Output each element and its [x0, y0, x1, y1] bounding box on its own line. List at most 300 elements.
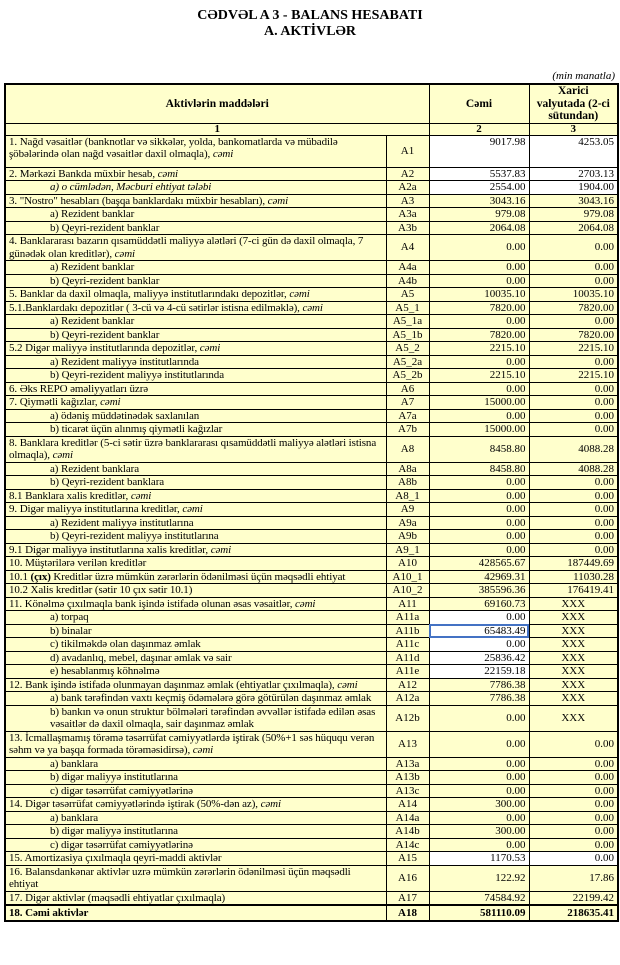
row-label [5, 423, 386, 437]
foreign-value-cell: XXX [529, 692, 618, 706]
row-label [5, 678, 386, 692]
foreign-value-cell: 0.00 [529, 235, 618, 261]
row-label [5, 409, 386, 423]
total-value-cell: 0.00 [429, 784, 529, 798]
row-label [5, 328, 386, 342]
table-row [5, 838, 618, 852]
row-code: A14c [386, 838, 429, 852]
foreign-value-cell: 0.00 [529, 798, 618, 812]
table-row [5, 396, 618, 410]
row-label-text: a) Rezident banklara [50, 462, 140, 475]
foreign-value-cell[interactable]: 4253.05 [529, 135, 618, 167]
row-label-text: cəmi [302, 301, 323, 314]
table-row [5, 194, 618, 208]
table-row [5, 891, 618, 905]
table-row [5, 328, 618, 342]
row-label [5, 557, 386, 571]
total-value-cell: 0.00 [429, 355, 529, 369]
row-code: A2 [386, 167, 429, 181]
row-label-text: 16. Balansdankənar aktivlər uzrə mümkün zərərlərin ödənilməsi üçün məqsədli ehtiyat [9, 865, 351, 890]
row-label [5, 516, 386, 530]
row-label [5, 355, 386, 369]
row-code: A8 [386, 436, 429, 462]
row-label [5, 369, 386, 383]
foreign-value-cell: 0.00 [529, 543, 618, 557]
table-row [5, 852, 618, 866]
total-value-cell: 2064.08 [429, 221, 529, 235]
row-label [5, 342, 386, 356]
row-label [5, 811, 386, 825]
row-label-text: 3. "Nostro" hesabları (başqa banklardakı müxbir hesabları), [9, 194, 268, 207]
foreign-value-cell: 0.00 [529, 355, 618, 369]
foreign-value-cell: 11030.28 [529, 570, 618, 584]
row-code: A5_2a [386, 355, 429, 369]
foreign-value-cell: 7820.00 [529, 328, 618, 342]
foreign-value-cell: XXX [529, 705, 618, 731]
foreign-value-cell: 0.00 [529, 409, 618, 423]
row-label-text: 12. Bank işində istifadə olunmayan daşınmaz əmlak (ehtiyatlar çıxılmaqla), [9, 678, 338, 691]
total-value-cell: 0.00 [429, 705, 529, 731]
foreign-value-cell: 0.00 [529, 530, 618, 544]
row-label-text: b) digər maliyyə institutlarına [50, 771, 178, 783]
row-code: A13 [386, 731, 429, 757]
total-value-cell[interactable]: 0.00 [429, 611, 529, 625]
total-value-cell: 0.00 [429, 489, 529, 503]
foreign-value-cell: 0.00 [529, 396, 618, 410]
foreign-value-cell: XXX [529, 678, 618, 692]
row-label [5, 382, 386, 396]
foreign-value-cell[interactable]: 2703.13 [529, 167, 618, 181]
total-value-cell: 2215.10 [429, 369, 529, 383]
total-value-cell: 0.00 [429, 476, 529, 490]
row-label-text: b) Qeyri-rezident banklar [50, 328, 160, 341]
row-label-text: a) Rezident maliyyə institutlarında [50, 355, 199, 368]
row-label [5, 771, 386, 785]
row-label-text: b) Qeyri-rezident maliyyə institutlarında [50, 369, 224, 381]
unit-note: (min manatla) [552, 70, 615, 82]
row-label [5, 288, 386, 302]
foreign-value-cell: XXX [529, 651, 618, 665]
table-row [5, 382, 618, 396]
row-code: A4a [386, 261, 429, 275]
foreign-value-cell: 4088.28 [529, 436, 618, 462]
total-value-cell: 581110.09 [429, 905, 529, 921]
foreign-value-cell: 17.86 [529, 865, 618, 891]
foreign-value-cell: 0.00 [529, 423, 618, 437]
row-code: A7 [386, 396, 429, 410]
row-code: A15 [386, 852, 429, 866]
total-value-cell: 10035.10 [429, 288, 529, 302]
row-label-text: c) tikilməkdə olan daşınmaz əmlak [50, 638, 201, 650]
row-label-text: a) Rezident banklar [50, 208, 135, 220]
row-code: A4 [386, 235, 429, 261]
row-code: A17 [386, 891, 429, 905]
row-label-text: b) bankın və onun struktur bölmələri tərəfindən əvvəllər istifadə edilən əsas vəsaitlər də daxil olmaqla, sair daşınmaz əmlak [50, 705, 376, 730]
table-row [5, 611, 618, 625]
row-label-text: 10. Müştərilərə verilən kreditlər [9, 557, 147, 569]
row-label-text: 7. Qiymətli kağızlar, [9, 396, 101, 408]
row-label-text: 2. Mərkəzi Bankda müxbir hesab, [9, 167, 158, 180]
foreign-value-cell[interactable]: 1904.00 [529, 181, 618, 195]
row-code: A9a [386, 516, 429, 530]
row-code: A11e [386, 665, 429, 679]
row-label-text: cəmi [130, 489, 152, 502]
row-label-text: cəmi [114, 247, 136, 260]
row-code: A18 [386, 905, 429, 921]
total-value-cell: 0.00 [429, 261, 529, 275]
table-row [5, 665, 618, 679]
header-total-column: Cəmi [429, 84, 529, 123]
row-label-text: cəmi [337, 678, 358, 691]
row-label-text: 9. Digər maliyyə institutlarına kreditlər, [9, 503, 183, 515]
foreign-value-cell: 2215.10 [529, 342, 618, 356]
row-code: A11c [386, 638, 429, 652]
row-code: A11 [386, 597, 429, 611]
total-value-cell: 300.00 [429, 798, 529, 812]
total-value-cell[interactable]: 22159.18 [429, 665, 529, 679]
row-label [5, 624, 386, 638]
total-value-cell[interactable]: 5537.83 [429, 167, 529, 181]
total-value-cell: 428565.67 [429, 557, 529, 571]
table-header [5, 84, 618, 135]
row-code: A13a [386, 757, 429, 771]
total-value-cell: 0.00 [429, 811, 529, 825]
total-value-cell[interactable]: 25836.42 [429, 651, 529, 665]
foreign-value-cell: 22199.42 [529, 891, 618, 905]
row-label [5, 261, 386, 275]
row-label [5, 436, 386, 462]
total-value-cell: 979.08 [429, 208, 529, 222]
row-label-text: a) bank tərəfindən vaxtı keçmiş ödəmələrə görə götürülən daşınmaz əmlak [50, 692, 372, 704]
table-row [5, 476, 618, 490]
foreign-value-cell: 0.00 [529, 811, 618, 825]
table-row [5, 543, 618, 557]
row-code: A5_1a [386, 315, 429, 329]
row-label-text: c) digər təsərrüfat cəmiyyətlərinə [50, 784, 193, 797]
row-code: A3b [386, 221, 429, 235]
foreign-value-cell: 0.00 [529, 476, 618, 490]
total-value-cell: 0.00 [429, 543, 529, 557]
row-label-text: b) Qeyri-rezident banklara [50, 476, 165, 488]
row-code: A14b [386, 825, 429, 839]
row-label-text: 1. Nağd vəsaitlər (banknotlar və sikkələr, yolda, bankomatlarda və mübadilə şöbələrində olan nağd vəsaitlər daxil olmaqla), [9, 135, 338, 160]
row-code: A2a [386, 181, 429, 195]
table-row [5, 865, 618, 891]
total-value-cell: 15000.00 [429, 423, 529, 437]
row-label [5, 651, 386, 665]
row-label-text: a) torpaq [50, 611, 89, 623]
row-label [5, 489, 386, 503]
table-row [5, 135, 618, 167]
row-label-text: 18. Cəmi aktivlər [9, 906, 89, 919]
row-label-text: a) o cümlədən, Məcburi ehtiyat tələbi [50, 181, 212, 193]
table-row [5, 692, 618, 706]
row-label-text: a) Rezident banklar [50, 261, 135, 273]
total-value-cell: 7820.00 [429, 301, 529, 315]
row-label-text: d) avadanlıq, mebel, daşınar əmlak və sair [50, 651, 232, 664]
table-row [5, 167, 618, 181]
row-label [5, 194, 386, 208]
row-label [5, 838, 386, 852]
foreign-value-cell: 0.00 [529, 757, 618, 771]
row-label [5, 865, 386, 891]
total-value-cell: 0.00 [429, 516, 529, 530]
row-code: A14a [386, 811, 429, 825]
table-row [5, 771, 618, 785]
table-row [5, 369, 618, 383]
row-label-text: Kreditlər üzrə mümkün zərərlərin ödənilməsi üçün məqsədli ehtiyat [50, 570, 346, 583]
row-label-text: 5.2 Digər maliyyə institutlarında depozitlər, [9, 342, 200, 354]
row-code: A10_2 [386, 584, 429, 598]
row-code: A13b [386, 771, 429, 785]
row-code: A8_1 [386, 489, 429, 503]
row-label-text: 13. İcmallaşmamış törəmə təsərrüfat cəmiyyətlərdə iştirak (50%+1 səs hüququ verən səhm və ya başqa formada törəməsidirsə), [9, 731, 375, 756]
table-row [5, 462, 618, 476]
row-label [5, 584, 386, 598]
total-value-cell: 7786.38 [429, 692, 529, 706]
table-row [5, 221, 618, 235]
row-code: A12 [386, 678, 429, 692]
row-code: A16 [386, 865, 429, 891]
row-label-text: a) Rezident banklar [50, 315, 135, 327]
total-value-cell: 8458.80 [429, 436, 529, 462]
row-label [5, 665, 386, 679]
foreign-value-cell: 0.00 [529, 516, 618, 530]
header-foreign-column: Xarici valyutada (2-ci sütundan) [529, 84, 618, 123]
row-label [5, 301, 386, 315]
row-label-text: b) digər maliyyə institutlarına [50, 825, 178, 837]
table-row [5, 516, 618, 530]
row-label [5, 784, 386, 798]
table-row [5, 436, 618, 462]
total-value-cell: 7820.00 [429, 328, 529, 342]
row-code: A6 [386, 382, 429, 396]
table-row [5, 584, 618, 598]
row-code: A3 [386, 194, 429, 208]
total-value-cell[interactable]: 2554.00 [429, 181, 529, 195]
row-code: A14 [386, 798, 429, 812]
row-code: A4b [386, 274, 429, 288]
row-label-text: e) hesablanmış köhnəlmə [50, 665, 160, 677]
foreign-value-cell: 0.00 [529, 784, 618, 798]
row-label [5, 692, 386, 706]
row-label [5, 731, 386, 757]
row-label-text: a) ödəniş müddətinədək saxlanılan [50, 409, 200, 422]
row-code: A5_2b [386, 369, 429, 383]
row-label [5, 530, 386, 544]
row-code: A12a [386, 692, 429, 706]
foreign-value-cell: 0.00 [529, 771, 618, 785]
row-label [5, 476, 386, 490]
table-row [5, 423, 618, 437]
row-label [5, 235, 386, 261]
row-label [5, 503, 386, 517]
foreign-value-cell: 3043.16 [529, 194, 618, 208]
header-items-column: Aktivlərin maddələri [5, 84, 429, 123]
row-code: A1 [386, 135, 429, 167]
selected-cell[interactable]: 65483.49 [429, 624, 529, 638]
foreign-value-cell: 0.00 [529, 489, 618, 503]
row-label [5, 570, 386, 584]
total-value-cell: 122.92 [429, 865, 529, 891]
row-label-text: 4. Banklararası bazarın qısamüddətli maliyyə alətləri (7-ci gün də daxil olmaqla, 7 günədək olan kreditlər), [9, 235, 364, 260]
row-label-text: cəmi [192, 744, 214, 756]
row-label-text: 5. Banklar da daxil olmaqla, maliyyə institutlarındakı depozitlər, [9, 288, 290, 300]
row-label [5, 181, 386, 195]
table-row [5, 731, 618, 757]
row-label [5, 891, 386, 905]
row-label [5, 905, 386, 921]
row-code: A5_1b [386, 328, 429, 342]
table-row [5, 705, 618, 731]
table-row [5, 757, 618, 771]
table-row [5, 651, 618, 665]
foreign-value-cell: XXX [529, 665, 618, 679]
table-row [5, 638, 618, 652]
row-label [5, 798, 386, 812]
row-label-text: cəmi [295, 597, 316, 610]
table-row [5, 409, 618, 423]
foreign-value-cell: XXX [529, 638, 618, 652]
table-row [5, 798, 618, 812]
total-value-cell: 0.00 [429, 503, 529, 517]
table-row [5, 489, 618, 503]
foreign-value-cell: 176419.41 [529, 584, 618, 598]
total-value-cell: 8458.80 [429, 462, 529, 476]
row-label-text: 5.1.Banklardakı depozitlər ( 3-cü və 4-cü sətirlər istisna edilməklə), [9, 301, 303, 314]
table-row [5, 288, 618, 302]
table-row [5, 811, 618, 825]
row-label-text: 17. Digər aktivlər (məqsədli ehtiyatlar çıxılmaqla) [9, 891, 226, 904]
row-label-text: cəmi [199, 342, 221, 354]
table-row [5, 503, 618, 517]
balance-sheet-assets-table [4, 83, 619, 922]
table-row [5, 235, 618, 261]
row-label [5, 611, 386, 625]
row-code: A11b [386, 624, 429, 638]
total-value-cell: 42969.31 [429, 570, 529, 584]
row-label [5, 757, 386, 771]
foreign-value-cell: 2064.08 [529, 221, 618, 235]
table-row [5, 530, 618, 544]
total-value-cell: 7786.38 [429, 678, 529, 692]
row-label-text: b) Qeyri-rezident banklar [50, 221, 160, 234]
foreign-value-cell: 218635.41 [529, 905, 618, 921]
foreign-value-cell: 0.00 [529, 261, 618, 275]
total-value-cell[interactable]: 1170.53 [429, 852, 529, 866]
row-label-text: cəmi [267, 194, 289, 207]
table-row [5, 181, 618, 195]
row-code: A9_1 [386, 543, 429, 557]
row-label-text: a) banklara [50, 811, 99, 824]
row-label-text: 6. Əks REPO əməliyyatları üzrə [9, 382, 149, 395]
table-row [5, 355, 618, 369]
foreign-value-cell: 7820.00 [529, 301, 618, 315]
table-row [5, 557, 618, 571]
total-value-cell: 0.00 [429, 838, 529, 852]
total-value-cell: 0.00 [429, 409, 529, 423]
row-code: A13c [386, 784, 429, 798]
table-row [5, 301, 618, 315]
table-row [5, 905, 618, 921]
foreign-value-cell: 2215.10 [529, 369, 618, 383]
row-label-text: 10.1 [9, 570, 31, 583]
total-value-cell: 0.00 [429, 771, 529, 785]
table-row [5, 274, 618, 288]
foreign-value-cell[interactable]: 0.00 [529, 852, 618, 866]
row-label-text: 8. Banklara kreditlər (5-ci sətir üzrə banklararası qısamüddətli maliyyə alətləri istisna olmaqla), [9, 436, 377, 461]
total-value-cell: 385596.36 [429, 584, 529, 598]
foreign-value-cell: XXX [529, 597, 618, 611]
total-value-cell: 0.00 [429, 235, 529, 261]
row-label-text: b) Qeyri-rezident banklar [50, 274, 160, 287]
row-label [5, 705, 386, 731]
row-code: A10_1 [386, 570, 429, 584]
total-value-cell: 0.00 [429, 382, 529, 396]
total-value-cell: 74584.92 [429, 891, 529, 905]
row-label-text: 10.2 Xalis kreditlər (sətir 10 çıx sətir 10.1) [9, 584, 193, 596]
table-row [5, 624, 618, 638]
table-row [5, 597, 618, 611]
table-row [5, 342, 618, 356]
total-value-cell: 2215.10 [429, 342, 529, 356]
row-label [5, 462, 386, 476]
row-code: A12b [386, 705, 429, 731]
row-label [5, 167, 386, 181]
row-code: A5 [386, 288, 429, 302]
row-label [5, 396, 386, 410]
foreign-value-cell: 0.00 [529, 838, 618, 852]
table-row [5, 825, 618, 839]
row-code: A11a [386, 611, 429, 625]
foreign-value-cell: 10035.10 [529, 288, 618, 302]
table-row [5, 208, 618, 222]
row-label-text: (çıx) [30, 570, 51, 583]
row-label-text: 11. Könəlmə çıxılmaqla bank işində istifadə olunan əsas vəsaitlər, [9, 597, 296, 610]
report-title-block [0, 0, 620, 40]
foreign-value-cell: 0.00 [529, 731, 618, 757]
column-number-items: 1 [5, 123, 429, 135]
total-value-cell[interactable]: 0.00 [429, 638, 529, 652]
row-label-text: c) digər təsərrüfat cəmiyyətlərinə [50, 838, 193, 851]
table-row [5, 261, 618, 275]
foreign-value-cell: XXX [529, 624, 618, 638]
row-label [5, 825, 386, 839]
column-number-foreign: 3 [529, 123, 618, 135]
report-subtitle: A. AKTİVLƏR [263, 24, 357, 39]
row-label [5, 597, 386, 611]
row-label [5, 638, 386, 652]
table-row [5, 315, 618, 329]
row-code: A11d [386, 651, 429, 665]
foreign-value-cell: 0.00 [529, 825, 618, 839]
total-value-cell: 0.00 [429, 757, 529, 771]
table-row [5, 570, 618, 584]
row-label-text: 9.1 Digər maliyyə institutlarına xalis kreditlər, [9, 543, 211, 556]
row-label-text: 8.1 Banklara xalis kreditlər, [9, 489, 131, 502]
column-number-total: 2 [429, 123, 529, 135]
total-value-cell[interactable]: 9017.98 [429, 135, 529, 167]
total-value-cell: 0.00 [429, 315, 529, 329]
row-label-text: b) ticarət üçün alınmış qiymətli kağızlar [50, 423, 223, 435]
row-label-text: cəmi [212, 148, 234, 160]
row-code: A8b [386, 476, 429, 490]
row-label-text: b) Qeyri-rezident maliyyə institutlarına [50, 530, 219, 542]
row-label-text: 15. Amortizasiya çıxılmaqla qeyri-maddi aktivlər [9, 852, 222, 864]
total-value-cell: 0.00 [429, 530, 529, 544]
foreign-value-cell: 0.00 [529, 274, 618, 288]
row-label [5, 315, 386, 329]
